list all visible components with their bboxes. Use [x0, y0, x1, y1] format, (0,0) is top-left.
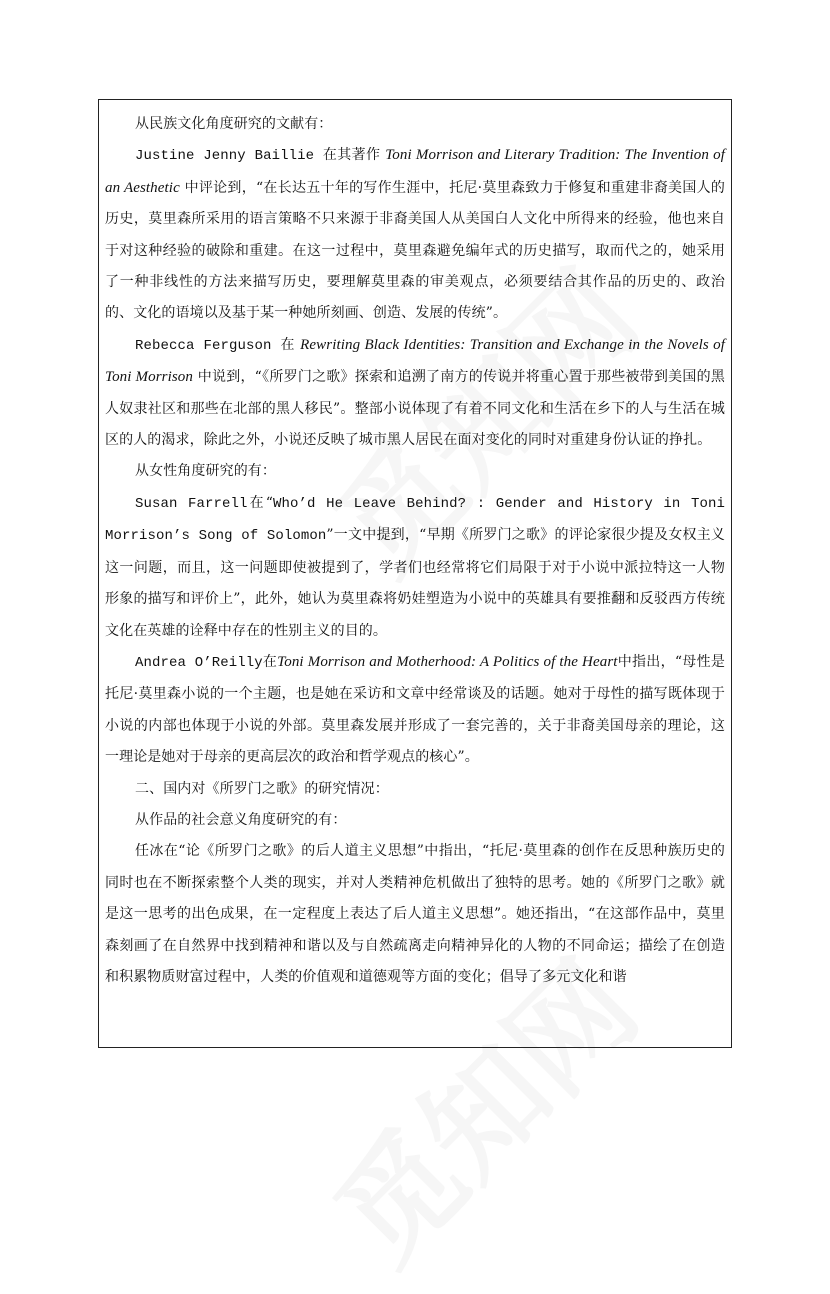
paragraph	[105, 647, 725, 774]
text-segment: 在	[280, 336, 301, 353]
work-title: Toni Morrison and Motherhood: A Politics of the Heart	[277, 653, 618, 670]
text-segment: 中评论到，“在长达五十年的写作生涯中，托尼·莫里森致力于修复和重建非裔美国人的历史，莫里森所采用的语言策略不只来源于非裔美国人从美国白人文化中所得来的经验，他也来自于对这种经验的破除和重建。在这一过程中，莫里森避免编年式的历史描写，取而代之的，她采用了一种非线性的方法来描写历史，要理解莫里森的审美观点，必须要结合其作品的历史的、政治的、文化的语境以及基于某一种她所刻画、创造、发展的传统”。	[105, 179, 725, 322]
paragraph	[105, 774, 725, 805]
paragraph	[105, 456, 725, 487]
work-title: Rewriting Black Identities: Transition and Exchange in the Novels of Toni Morrison	[105, 336, 725, 386]
text-segment: 在“	[247, 494, 274, 511]
english-text: Justine Jenny Baillie	[135, 148, 323, 165]
paragraph	[105, 109, 725, 140]
english-text: Who’d He Leave Behind? : Gender and History in Toni Morrison’s Song of Solomon	[105, 495, 725, 545]
text-segment: 任冰在“论《所罗门之歌》的后人道主义思想”中指出，“托尼·莫里森的创作在反思种族历史的同时也在不断探索整个人类的现实，并对人类精神危机做出了独特的思考。她的《所罗门之歌》就是这一思考的出色成果，在一定程度上表达了后人道主义思想”。她还指出，“在这部作品中，莫里森刻画了在自然界中找到精神和谐以及与自然疏离走向精神异化的人物的不同命运；描绘了在创造和积累物质财富过程中，人类的价值观和道德观等方面的变化；倡导了多元文化和谐	[105, 843, 725, 985]
text-segment: 从民族文化角度研究的文献有：	[135, 116, 333, 132]
paragraph	[105, 488, 725, 647]
text-segment: 中说到，“《所罗门之歌》探索和追溯了南方的传说并将重心置于那些被带到美国的黑人奴隶社区和那些在北部的黑人移民”。整部小说体现了有着不同文化和生活在乡下的人与生活在城区的人的渴求，除此之外，小说还反映了城市黑人居民在面对变化的同时对重建身份认证的挣扎。	[105, 369, 726, 449]
text-segment: 二、国内对《所罗门之歌》的研究情况：	[135, 780, 389, 797]
text-segment: 在其著作	[322, 147, 386, 164]
text-segment: 中指出，“母性是托尼·莫里森小说的一个主题，也是她在采访和文章中经常谈及的话题。她对于母性的描写既体现于小说的内部也体现于小说的外部。莫里森发展并形成了一套完善的，关于非裔美国母亲的理论，这一理论是她对于母亲的更高层次的政治和哲学观点的核心”。	[105, 653, 725, 766]
text-segment: 从作品的社会意义角度研究的有：	[135, 811, 347, 828]
english-text: Susan Farrell	[135, 495, 248, 512]
document-frame	[98, 99, 732, 1048]
english-text: Andrea O’Reilly	[135, 654, 263, 671]
paragraph	[105, 330, 725, 457]
work-title: Toni Morrison and Literary Tradition: The Invention of an Aesthetic	[105, 147, 725, 196]
text-segment: ”一文中提到，“早期《所罗门之歌》的评论家很少提及女权主义这一问题，而且，这一问题即使被提到了，学者们也经常将它们局限于对于小说中派拉特这一人物形象的描写和评价上”，此外，她认为莫里森将奶娃塑造为小说中的英雄具有要推翻和反驳西方传统文化在英雄的诠释中存在的性别主义的目的。	[105, 527, 725, 639]
english-text: Rebecca Ferguson	[135, 337, 281, 354]
text-segment: 从女性角度研究的有：	[135, 463, 276, 480]
paragraph	[105, 836, 725, 993]
text-segment: 在	[262, 653, 278, 670]
paragraph	[105, 140, 725, 329]
paragraph	[105, 805, 725, 836]
document-body	[99, 100, 731, 993]
